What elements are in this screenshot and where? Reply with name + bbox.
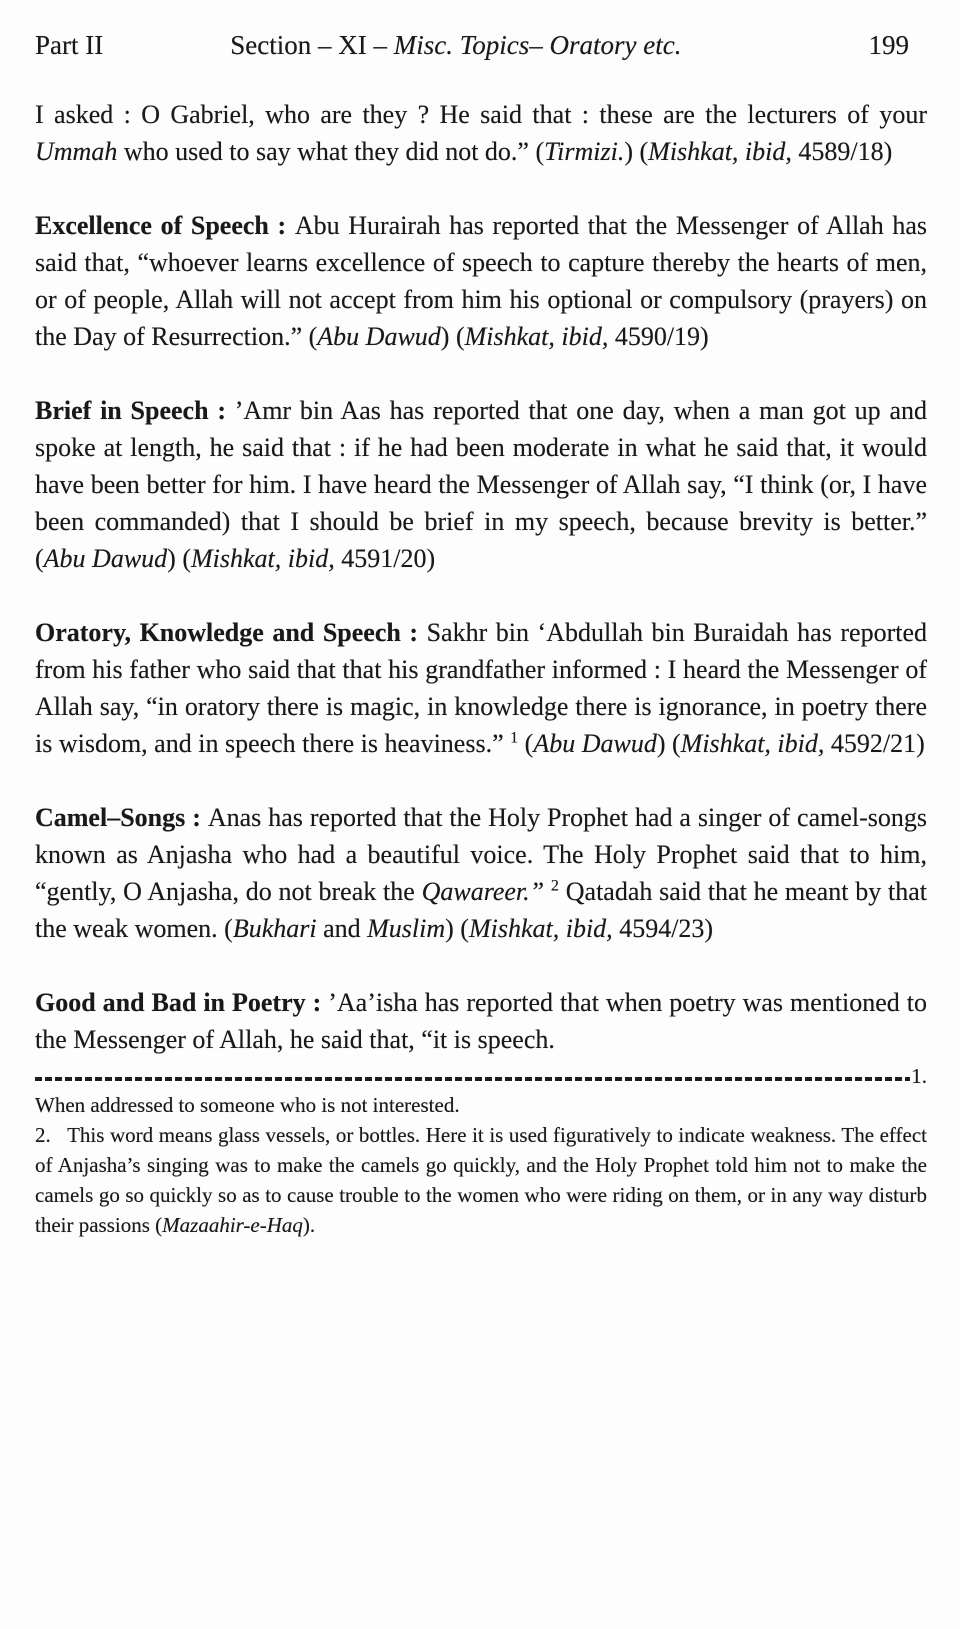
paragraph-brief-in-speech: [35, 392, 927, 577]
text-run: Mishkat, ibid,: [191, 544, 335, 573]
text-run: Qawareer.”: [421, 877, 545, 906]
text-run: Oratory, Knowledge and Speech :: [35, 618, 427, 647]
text-run: Bukhari: [232, 914, 317, 943]
text-run: 4594/23): [612, 914, 714, 943]
text-run: Sakhr bin ‘Abdullah bin Buraidah has reported from his father who said that that his grandfather informed : I heard the Messenger of Allah say, “in oratory there is magic, in knowledge there is ignorance, in poetry there is wisdom, and in speech there is heaviness.”: [35, 618, 927, 758]
text-run: 4589/18): [791, 137, 893, 166]
footnote-ref-label: 1.: [911, 1064, 927, 1088]
text-run: ) (: [440, 322, 465, 351]
text-run: Abu Hurairah has reported that the Messenger of Allah has said that, “whoever learns excellence of speech to capture thereby the hearts of men, or of people, Allah will not accept from him his optional or compulsory (prayers) on the Day of Resurrection.” (: [35, 211, 928, 351]
text-run: ) (: [656, 729, 681, 758]
text-run: Abu Dawud: [533, 729, 657, 758]
text-run: Mazaahir-e-Haq: [162, 1213, 303, 1237]
text-run: 2. This word means glass vessels, or bottles. Here it is used figuratively to indicate weakness. The effect of Anjasha’s singing was to make the camels go quickly, and the Holy Prophet told him not to make the camels go so quickly so as to cause trouble to the women who were riding on them, or in any way disturb their passions (: [35, 1123, 927, 1237]
text-run: I asked : O Gabriel, who are they ? He said that : these are the lecturers of your: [35, 100, 927, 129]
text-run: Excellence of Speech :: [35, 211, 295, 240]
text-run: Anas has reported that the Holy Prophet had a singer of camel-songs known as Anjasha who had a beautiful voice. The Holy Prophet said that to him, “gently, O Anjasha, do not break the: [35, 803, 927, 906]
header-section-title: [103, 28, 868, 62]
text-run: Abu Dawud: [317, 322, 441, 351]
text-run: and: [316, 914, 368, 943]
text-run: 4592/21): [824, 729, 925, 758]
footnote-marker: 2: [550, 877, 559, 895]
text-run: ’Aa’isha has reported that when poetry was mentioned to the Messenger of Allah, he said that, “it is speech.: [35, 988, 927, 1054]
text-run: Mishkat, ibid,: [648, 137, 792, 166]
paragraph-camel-songs: [35, 799, 927, 947]
paragraph-good-and-bad-in-poetry: [35, 984, 927, 1058]
text-run: ) (: [624, 137, 649, 166]
header-part-label: Part II: [35, 30, 104, 60]
text-run: ) (: [167, 544, 191, 573]
text-run: Mishkat, ibid,: [464, 322, 609, 351]
text-run: Camel–Songs :: [35, 803, 208, 832]
text-run: When addressed to someone who is not interested.: [35, 1093, 460, 1117]
text-run: ) (: [445, 914, 469, 943]
text-run: Qatadah said that he meant by that the weak women. (: [35, 877, 927, 943]
text-run: 4591/20): [334, 544, 436, 573]
footnote-2: [35, 1120, 927, 1240]
text-run: Ummah: [35, 137, 118, 166]
text-run: Mishkat, ibid,: [468, 914, 613, 943]
text-run: ’Amr bin Aas has reported that one day, when a man got up and spoke at length, he said that : if he had been moderate in what he said that, it would have been better for him. I have heard the Messenger of Allah say, “I think (or, I have been commanded) that I should be brief in my speech, because brevity is better.” (: [35, 396, 927, 573]
text-run: Section – XI –: [230, 30, 394, 60]
footnote-1: [35, 1090, 927, 1120]
paragraph-excellence-of-speech: [35, 207, 927, 355]
text-run: ).: [302, 1213, 316, 1237]
footnote-separator: [35, 1064, 927, 1088]
footnotes-section: [35, 1090, 927, 1240]
text-run: 4590/19): [608, 322, 709, 351]
header-page-number: 199: [868, 30, 909, 60]
text-run: Brief in Speech :: [35, 396, 235, 425]
text-run: Abu Dawud: [43, 544, 168, 573]
paragraph-oratory-knowledge-speech: [35, 614, 927, 762]
footnote-marker: 1: [510, 729, 519, 747]
dashed-rule: [35, 1077, 910, 1081]
text-run: Tirmizi.: [544, 137, 625, 166]
text-run: Good and Bad in Poetry :: [35, 988, 329, 1017]
page-body: [35, 96, 927, 1058]
text-run: (: [518, 729, 534, 758]
text-run: Muslim: [367, 914, 446, 943]
text-run: who used to say what they did not do.” (: [117, 137, 545, 166]
text-run: Mishkat, ibid,: [680, 729, 825, 758]
text-run: [544, 877, 551, 906]
text-run: Misc. Topics– Oratory etc.: [393, 30, 682, 60]
paragraph-gabriel-lecturers: [35, 96, 927, 170]
page-header: [35, 28, 927, 62]
